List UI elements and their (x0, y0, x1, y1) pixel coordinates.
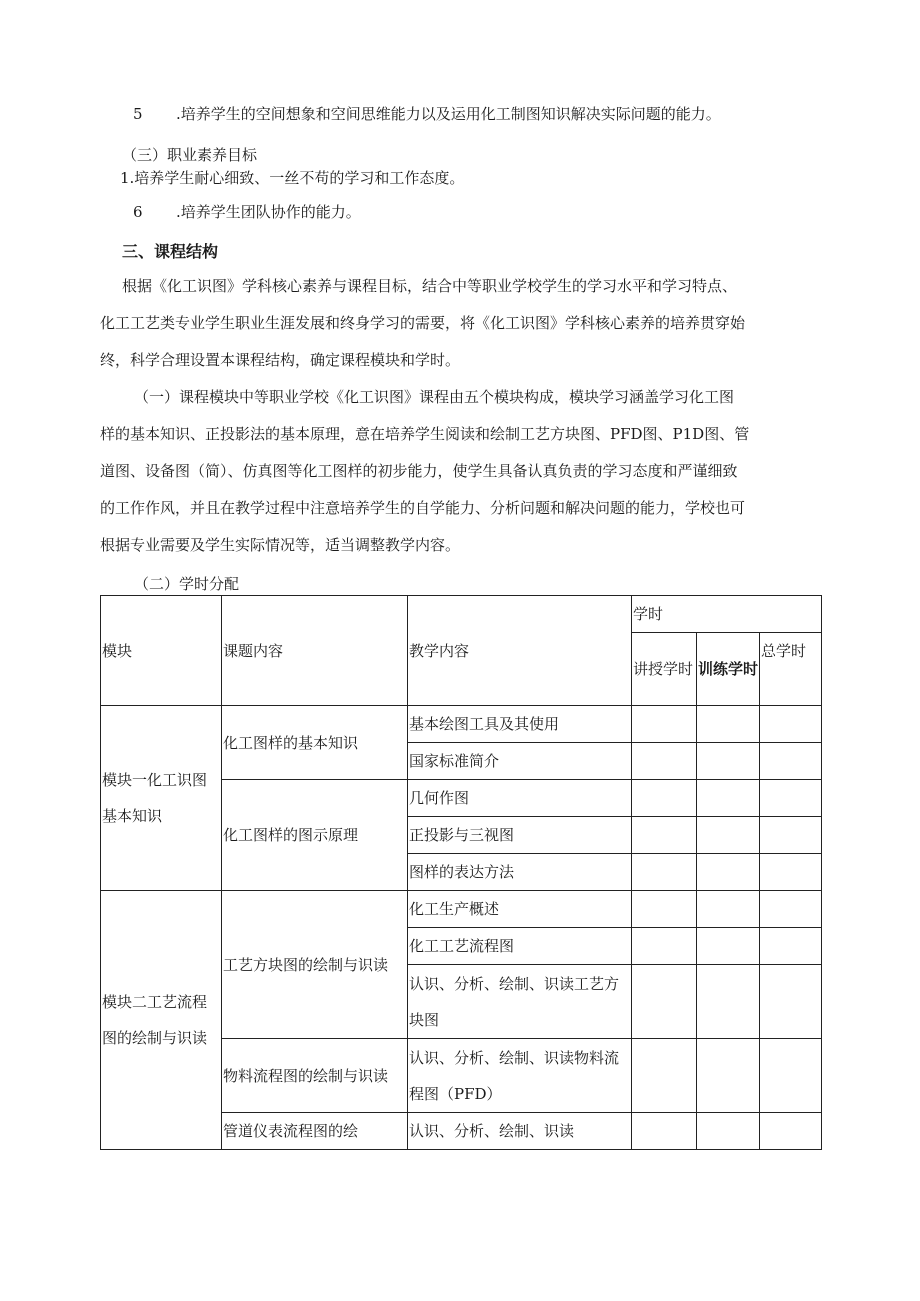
item-5-text: .培养学生的空间想象和空间思维能力以及运用化工制图知识解决实际问题的能力。 (176, 105, 721, 123)
item-6-text: .培养学生团队协作的能力。 (176, 203, 361, 221)
topic: 化工图样的基本知识 (222, 706, 408, 780)
para2-line: 道图、设备图（简）、仿真图等化工图样的初步能力，使学生具备认真负责的学习态度和严谨细致 (100, 462, 738, 480)
hours-table (100, 595, 822, 1150)
content: 认识、分析、绘制、识读物料流程图（PFD） (408, 1039, 632, 1113)
content: 认识、分析、绘制、识读 (408, 1113, 632, 1150)
para1-line: 根据《化工识图》学科核心素养与课程目标，结合中等职业学校学生的学习水平和学习特点、 (122, 277, 738, 295)
header-topic: 课题内容 (222, 596, 408, 706)
item-1: 1.培养学生耐心细致、一丝不苟的学习和工作态度。 (120, 169, 465, 187)
content: 化工生产概述 (408, 891, 632, 928)
item-5-number: 5 (133, 105, 143, 123)
module-2: 模块二工艺流程图的绘制与识读 (101, 891, 222, 1150)
subheading-professional-goals: （三）职业素养目标 (122, 146, 258, 164)
para1-line: 化工工艺类专业学生职业生涯发展和终身学习的需要，将《化工识图》学科核心素养的培养贯穿始 (100, 314, 746, 332)
para2-line: 样的基本知识、正投影法的基本原理，意在培养学生阅读和绘制工艺方块图、PFD图、P1D图、管 (100, 425, 750, 443)
header-module: 模块 (101, 596, 222, 706)
subheading-hours: （二）学时分配 (134, 575, 240, 593)
topic: 化工图样的图示原理 (222, 780, 408, 891)
module-1: 模块一化工识图基本知识 (101, 706, 222, 891)
item-6-number: 6 (133, 203, 143, 221)
topic: 管道仪表流程图的绘 (222, 1113, 408, 1150)
header-total: 总学时 (760, 633, 822, 706)
content: 基本绘图工具及其使用 (408, 706, 632, 743)
content: 化工工艺流程图 (408, 928, 632, 965)
content: 几何作图 (408, 780, 632, 817)
content: 认识、分析、绘制、识读工艺方块图 (408, 965, 632, 1039)
para2-line: （一）课程模块中等职业学校《化工识图》课程由五个模块构成，模块学习涵盖学习化工图 (134, 388, 735, 406)
content: 图样的表达方法 (408, 854, 632, 891)
topic: 工艺方块图的绘制与识读 (222, 891, 408, 1039)
header-lecture: 讲授学时 (632, 633, 697, 706)
header-hours: 学时 (632, 596, 822, 633)
para2-line: 的工作作风，并且在教学过程中注意培养学生的自学能力、分析问题和解决问题的能力，学校也可 (100, 499, 746, 517)
header-train: 训练学时 (697, 633, 760, 706)
header-content: 教学内容 (408, 596, 632, 706)
section-heading: 三、课程结构 (122, 242, 219, 261)
para1-line: 终，科学合理设置本课程结构，确定课程模块和学时。 (100, 351, 461, 369)
topic: 物料流程图的绘制与识读 (222, 1039, 408, 1113)
para2-line: 根据专业需要及学生实际情况等，适当调整教学内容。 (100, 536, 461, 554)
content: 正投影与三视图 (408, 817, 632, 854)
content: 国家标准简介 (408, 743, 632, 780)
